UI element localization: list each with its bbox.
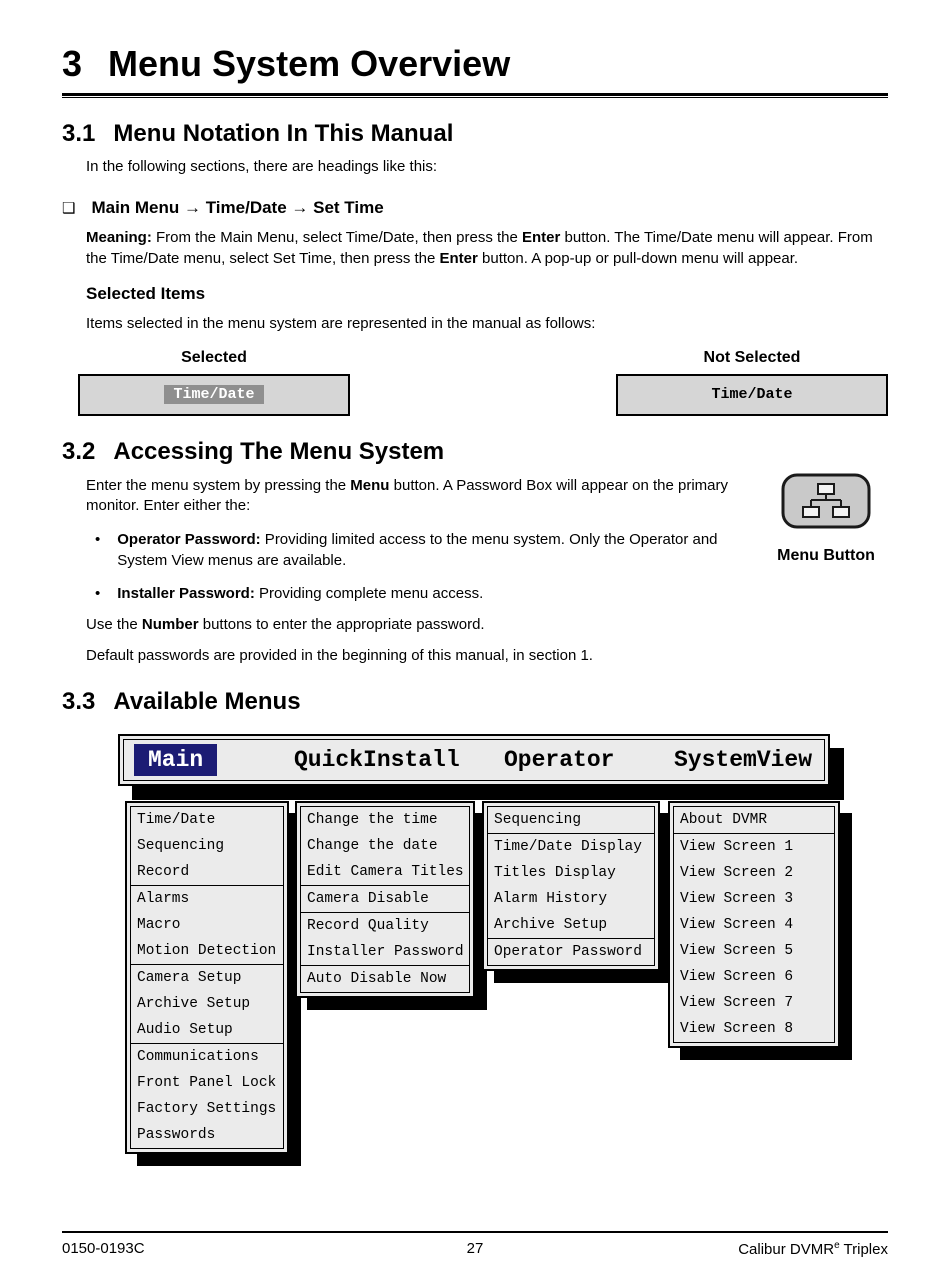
text-run: button. A Password Box will appear on the primary monitor. Enter either the: — [86, 476, 728, 515]
text-run: From the Main Menu, select Time/Date, then press the — [151, 228, 523, 246]
bold-run: Number — [141, 615, 199, 633]
section-number: 3.3 — [62, 688, 96, 716]
menu-item: Passwords — [137, 1126, 216, 1143]
superscript-e: e — [834, 1240, 840, 1251]
chapter-title: Menu System Overview — [108, 43, 511, 84]
menu-box-main — [125, 801, 289, 1154]
section-3-3 — [62, 688, 888, 1176]
bullet-text — [117, 584, 483, 605]
menu-item: View Screen 7 — [680, 994, 794, 1011]
not-selected-example-box — [616, 374, 888, 416]
chapter-heading — [62, 44, 888, 84]
section-heading — [62, 120, 888, 148]
menu-item: Time/Date Display — [494, 838, 642, 855]
text-run: buttons to enter the appropriate password. — [198, 615, 485, 633]
text-run: Use the — [86, 615, 142, 633]
menu-item: Installer Password — [301, 939, 469, 966]
section-heading — [62, 688, 888, 716]
chapter-header — [62, 44, 888, 98]
installer-password-bullet — [95, 584, 750, 605]
menu-item: View Screen 2 — [680, 864, 794, 881]
menu-item: Operator Password — [494, 943, 642, 960]
selected-items-heading: Selected Items — [86, 284, 206, 304]
section-title: Menu Notation In This Manual — [113, 119, 454, 147]
menu-item: View Screen 3 — [680, 890, 794, 907]
menu-item: Change the date — [307, 837, 438, 854]
menu-item: View Screen 6 — [680, 968, 794, 985]
menu-item: Record Quality — [307, 917, 429, 934]
menu-item: Macro — [137, 916, 181, 933]
menu-box-systemview — [668, 801, 840, 1048]
menu-item: Alarms — [137, 890, 190, 907]
chapter-number: 3 — [62, 43, 83, 84]
bold-run: Enter — [439, 249, 478, 267]
section-heading — [62, 438, 888, 466]
menu-box-operator — [482, 801, 660, 971]
not-selected-example — [616, 349, 888, 416]
bullet-icon: • — [95, 585, 101, 603]
section-3-2 — [62, 438, 888, 666]
section-title: Available Menus — [113, 688, 301, 716]
menu-tab-quickinstall: QuickInstall — [294, 746, 460, 773]
menu-item: Record — [131, 859, 283, 886]
menu-bar — [118, 734, 830, 786]
menu-item: Alarm History — [494, 890, 608, 907]
access-paragraph — [86, 476, 746, 517]
text-run: button. The Time/Date menu will appear. From the Time/Date menu, select Set Time, then press the — [86, 228, 873, 267]
menu-item: Motion Detection — [131, 938, 283, 965]
selected-example-box — [78, 374, 350, 416]
intro-paragraph: In the following sections, there are headings like this: — [86, 158, 438, 176]
menu-item: Time/Date — [137, 811, 216, 828]
menu-tab-operator: Operator — [504, 746, 615, 773]
bold-run: Menu — [350, 476, 390, 494]
meaning-label: Meaning: — [86, 228, 152, 246]
menu-bar-items — [123, 739, 825, 781]
text-run: Triplex — [839, 1241, 888, 1258]
section-title: Accessing The Menu System — [113, 437, 445, 465]
menu-item: Change the time — [307, 811, 438, 828]
selected-label: Selected — [181, 348, 247, 366]
menu-item: View Screen 5 — [680, 942, 794, 959]
menu-item: View Screen 1 — [680, 838, 794, 855]
menu-item: Front Panel Lock — [137, 1074, 277, 1091]
default-passwords-paragraph: Default passwords are provided in the beginning of this manual, in section 1. — [86, 646, 593, 664]
menu-button-caption: Menu Button — [777, 546, 875, 564]
menu-item: Archive Setup — [488, 912, 654, 939]
not-selected-label: Not Selected — [703, 348, 801, 366]
text-run: button. A pop-up or pull-down menu will appear. — [477, 249, 799, 267]
doc-number: 0150-0193C — [62, 1240, 145, 1257]
menu-box-inner — [300, 806, 470, 993]
menu-item: Camera Setup — [137, 969, 242, 986]
menu-item: Camera Disable — [301, 886, 469, 913]
menu-item: About DVMR — [674, 807, 834, 834]
selected-menu-entry: Time/Date — [164, 385, 263, 404]
menu-item: Communications — [137, 1048, 259, 1065]
available-menus-diagram — [118, 734, 888, 1176]
selected-items-intro: Items selected in the menu system are represented in the manual as follows: — [86, 315, 596, 333]
not-selected-menu-entry: Time/Date — [711, 386, 793, 404]
product-name — [613, 1240, 888, 1258]
text-run: Enter the menu system by pressing the — [86, 476, 351, 494]
selection-examples — [78, 349, 888, 416]
menu-item: View Screen 8 — [680, 1020, 794, 1037]
menu-item: Sequencing — [137, 837, 225, 854]
menu-tab-systemview: SystemView — [674, 746, 813, 773]
title-rule — [62, 93, 888, 98]
bullet-text — [117, 530, 750, 571]
bullet-icon: • — [95, 530, 101, 548]
menu-item: Factory Settings — [137, 1100, 277, 1117]
menu-item: Audio Setup — [131, 1017, 283, 1044]
bold-run: Installer Password: — [117, 585, 255, 603]
menu-item: Auto Disable Now — [307, 970, 447, 987]
checkbox-bullet-icon: ❑ — [62, 199, 76, 217]
meaning-paragraph — [86, 228, 888, 269]
section-number: 3.1 — [62, 119, 96, 147]
page-footer — [62, 1231, 888, 1258]
menu-box-inner — [487, 806, 655, 966]
selected-example — [78, 349, 350, 416]
menu-item: Edit Camera Titles — [301, 859, 469, 886]
menu-item: Archive Setup — [137, 995, 251, 1012]
example-heading: Main Menu → Time/Date → Set Time — [91, 197, 384, 217]
menu-item: Titles Display — [494, 864, 616, 881]
operator-password-bullet — [95, 530, 750, 571]
menu-item: Sequencing — [488, 807, 654, 834]
example-heading-row — [62, 198, 888, 218]
bold-run: Operator Password: — [117, 530, 261, 548]
menu-box-quickinstall — [295, 801, 475, 998]
section-number: 3.2 — [62, 437, 96, 465]
section-3-1 — [62, 120, 888, 416]
menu-button-figure — [770, 472, 882, 565]
bold-run: Enter — [522, 228, 561, 246]
menu-box-inner — [673, 806, 835, 1043]
menu-tab-main: Main — [134, 744, 217, 776]
number-buttons-paragraph — [86, 615, 888, 636]
menu-box-inner — [130, 806, 284, 1149]
menu-button-icon — [780, 472, 872, 530]
page-number: 27 — [466, 1240, 484, 1257]
text-run: Providing complete menu access. — [254, 585, 484, 603]
text-run: Calibur DVMR — [738, 1241, 835, 1258]
menu-item: View Screen 4 — [680, 916, 794, 933]
text-run: Providing limited access to the menu system. Only the Operator and System View menus are available. — [117, 530, 718, 569]
